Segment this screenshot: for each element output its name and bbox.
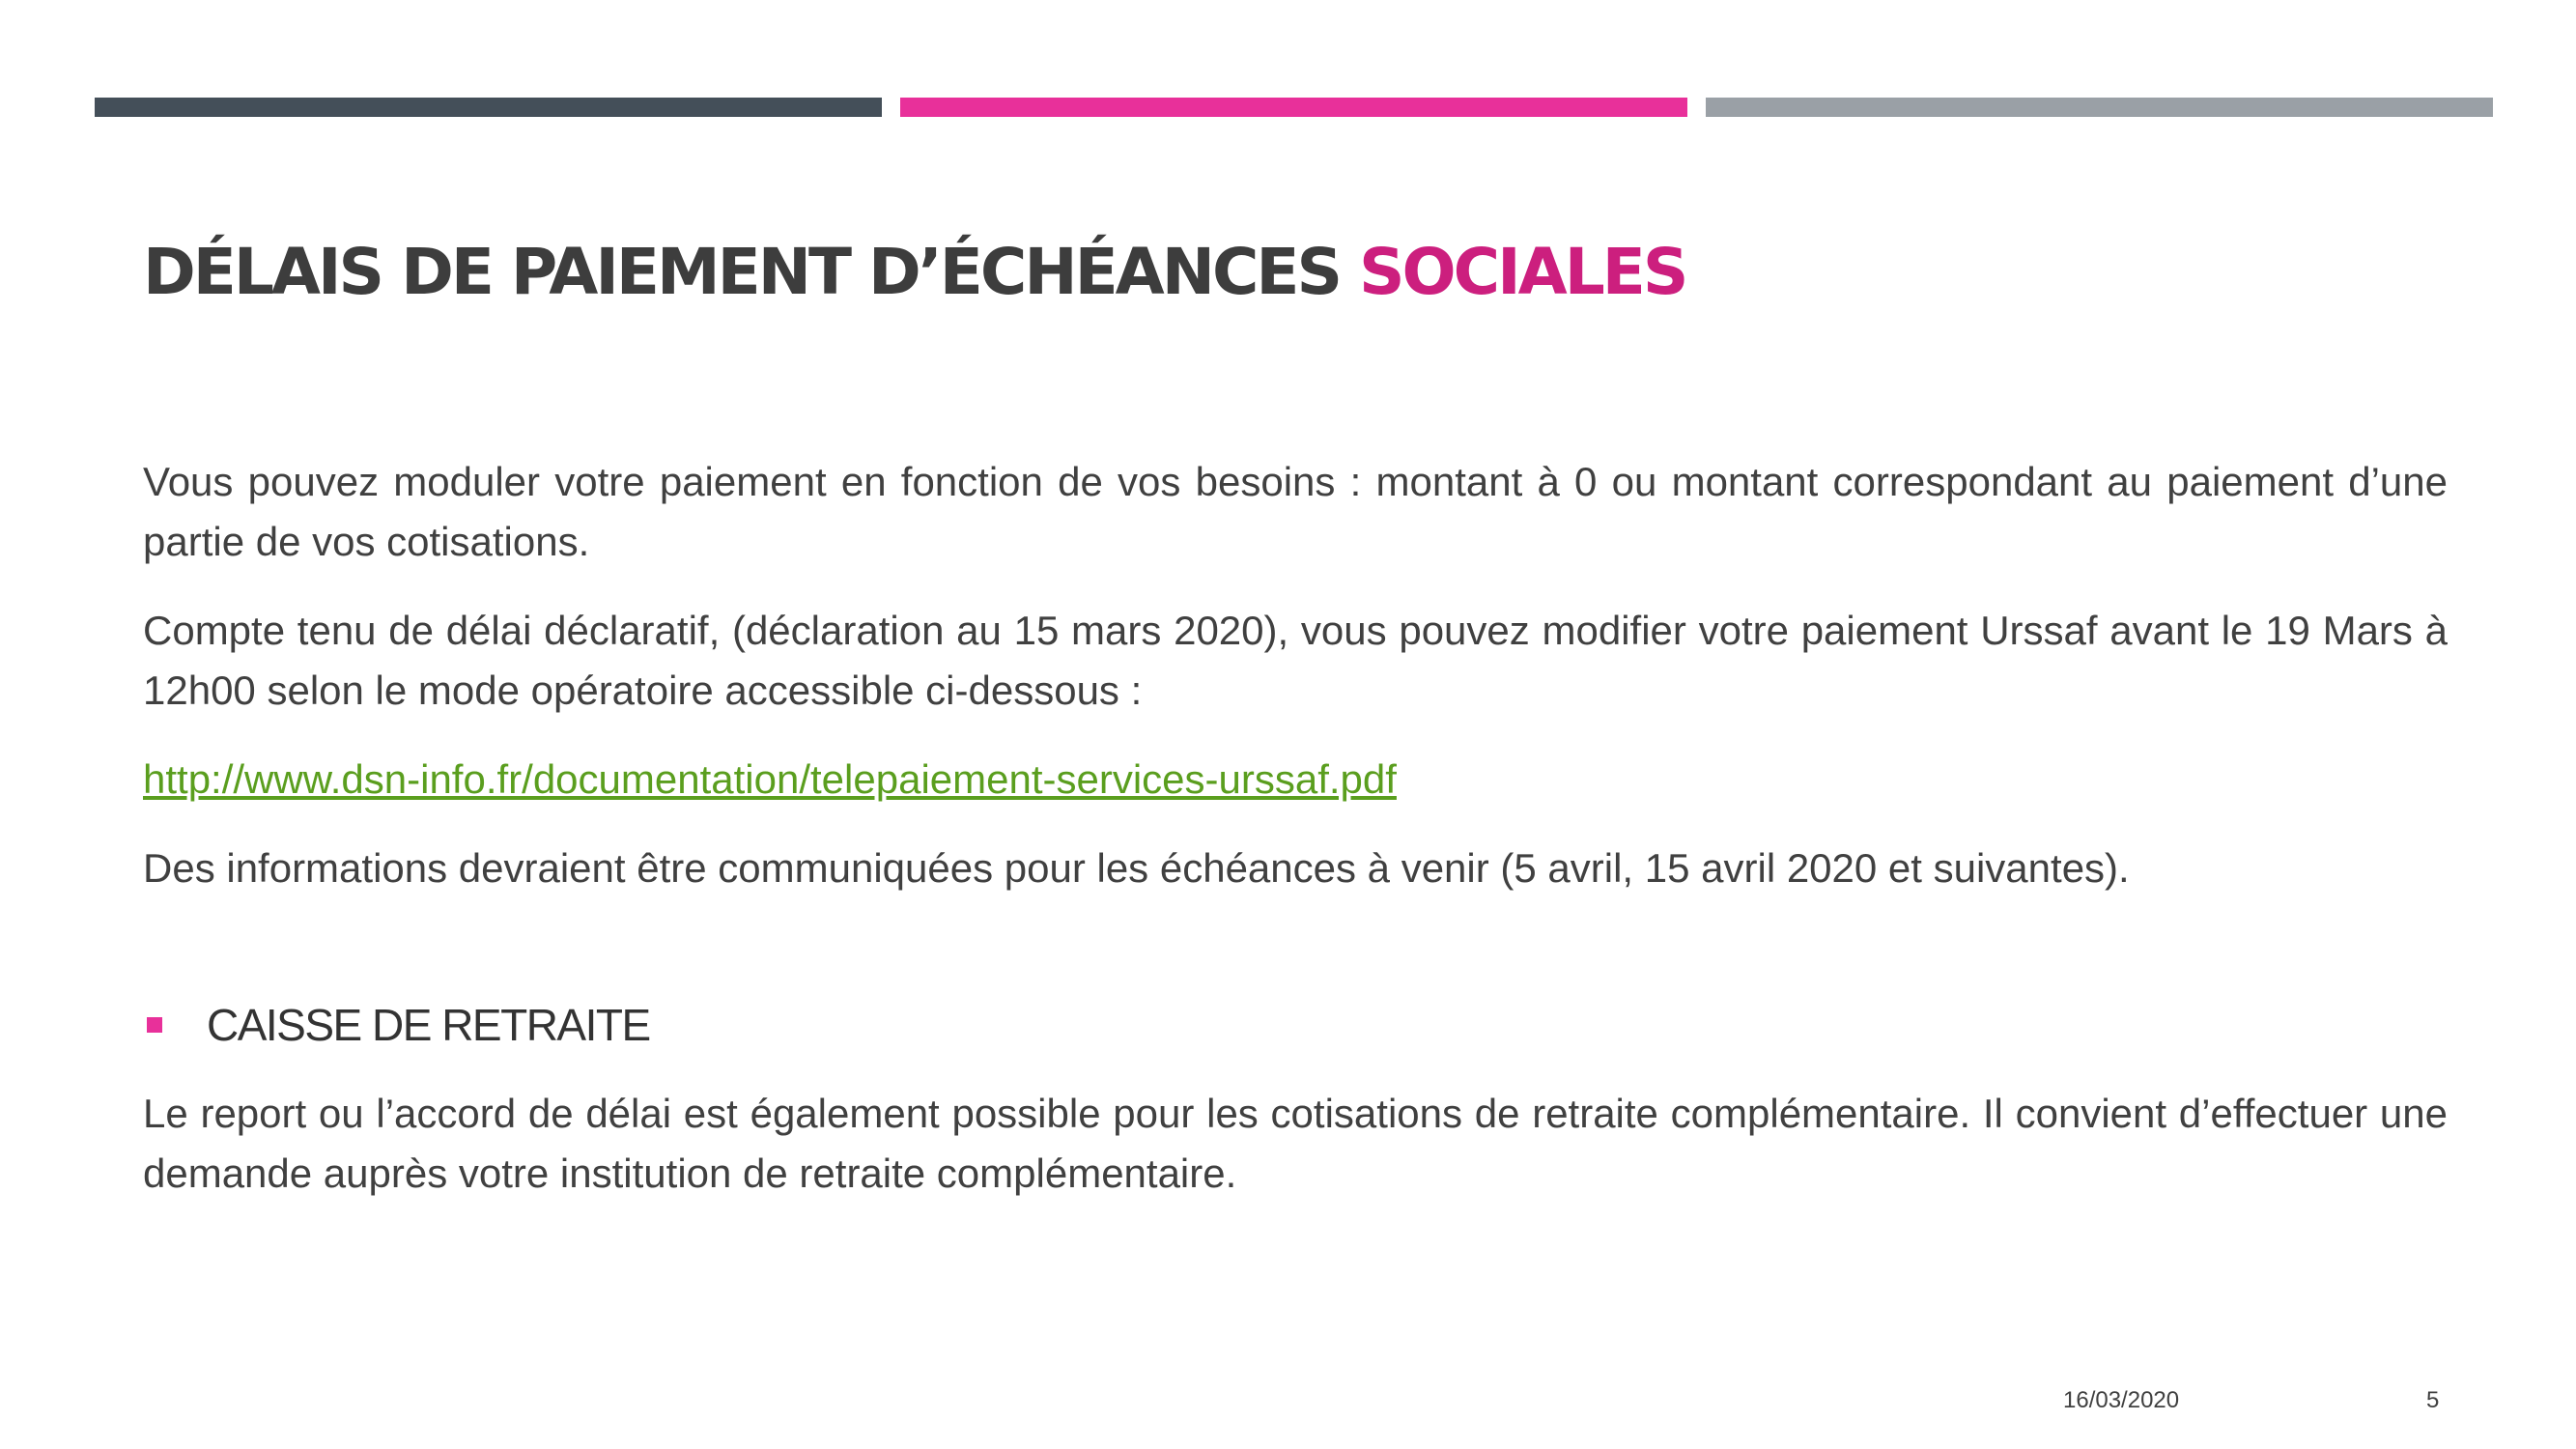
square-bullet-icon	[147, 1017, 162, 1033]
paragraph-declaration-deadline: Compte tenu de délai déclaratif, (déclaration au 15 mars 2020), vous pouvez modifier votre paiement Urssaf avant le 19 Mars à 12h00 selon le mode opératoire accessible ci-dessous :	[143, 608, 2448, 713]
header-bar-pink	[900, 98, 1687, 117]
slide-title-main: DÉLAIS DE PAIEMENT D’ÉCHÉANCES	[143, 235, 1360, 309]
section-heading-retirement	[143, 995, 2448, 1055]
slide-title	[143, 232, 1685, 313]
paragraph-link	[143, 750, 2448, 810]
paragraph-retirement-contributions: Le report ou l’accord de délai est également possible pour les cotisations de retraite complémentaire. Il convient d’effectuer une demande auprès votre institution de retraite complémentaire.	[143, 1091, 2448, 1196]
section-heading-label: CAISSE DE RETRAITE	[207, 1000, 650, 1050]
footer-page-number: 5	[2426, 1387, 2440, 1413]
slide-body	[143, 452, 2448, 1233]
slide-title-accent: SOCIALES	[1359, 235, 1686, 309]
header-bar-grey	[1706, 98, 2493, 117]
footer-date: 16/03/2020	[2063, 1387, 2180, 1413]
header-bar-dark	[95, 98, 882, 117]
paragraph-payment-modulation: Vous pouvez moduler votre paiement en fonction de vos besoins : montant à 0 ou montant correspondant au paiement d’une partie de vos cotisations.	[143, 459, 2448, 564]
urssaf-documentation-link[interactable]: http://www.dsn-info.fr/documentation/telepaiement-services-urssaf.pdf	[143, 756, 1397, 802]
paragraph-upcoming-deadlines: Des informations devraient être communiquées pour les échéances à venir (5 avril, 15 avril 2020 et suivantes).	[143, 845, 2130, 891]
